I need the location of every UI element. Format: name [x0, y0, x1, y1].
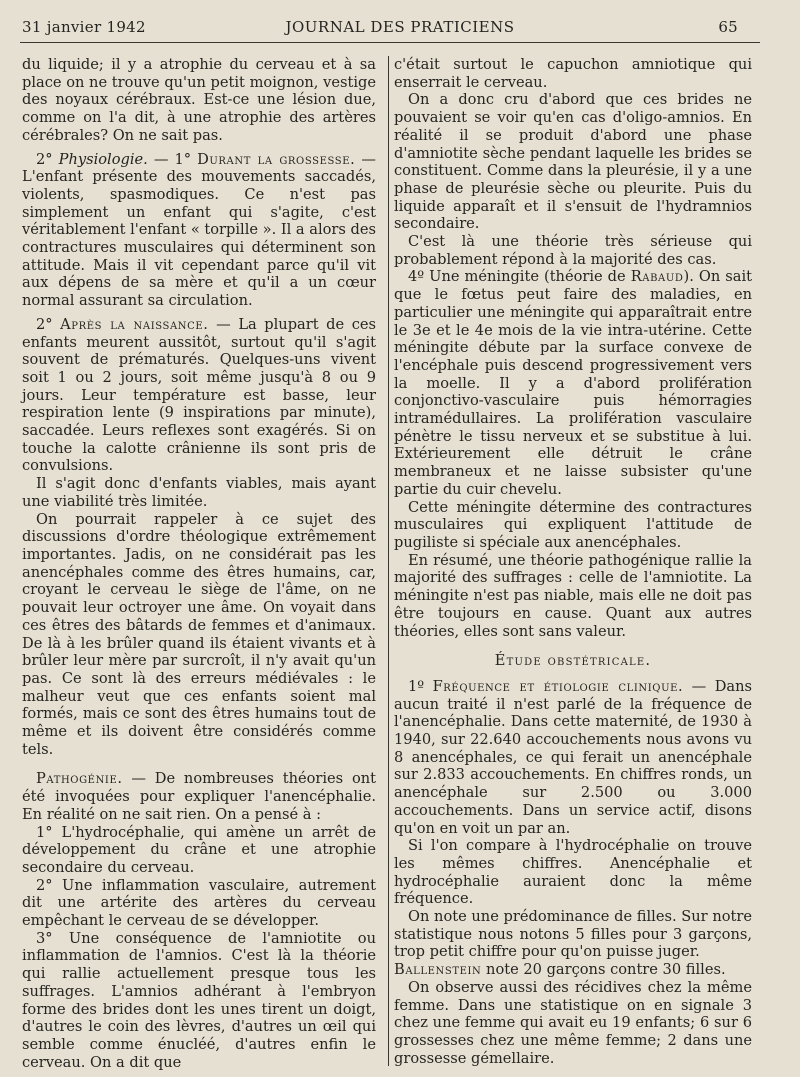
dash: — 1°	[147, 150, 198, 168]
journal-title: JOURNAL DES PRATICIENS	[285, 18, 515, 36]
naissance-paragraph	[22, 316, 376, 475]
author-name-ballenstein: Ballenstein	[394, 961, 482, 979]
page-number: 65	[718, 18, 738, 36]
section-number: 2°	[36, 150, 59, 168]
section-heading-etude-obstetricale: Étude obstétricale.	[494, 652, 652, 670]
paragraph: C'est là une théorie très sérieuse qui probablement répond à la majorité des cas.	[394, 233, 752, 268]
paragraph: On note une prédominance de filles. Sur notre statistique nous notons 5 filles pour 3 garçons, trop petit chiffre pour qu'on puisse juger.	[394, 908, 752, 961]
subsection-title-frequence: Fréquence et étiologie clinique.	[432, 677, 684, 695]
paragraph: Cette méningite détermine des contractures musculaires qui expliquent l'attitude de pugiliste si spéciale aux anencéphales.	[394, 498, 752, 551]
right-column	[394, 56, 752, 1067]
header-date: 31 janvier 1942	[22, 18, 146, 36]
paragraph-text: — La plupart de ces enfants meurent aussitôt, surtout qu'il s'agit souvent de prématurés. Quelques-uns vivent soit 1 ou 2 jours, soit même jusqu'à 8 ou 9 jours. Leur température est basse, leur respiration lente (9 inspirations par minute), saccadée. Leurs reflexes sont exagérés. Si on touche la calotte crânienne ils sont pris de convulsions.	[22, 315, 377, 475]
paragraph-text: ). On sait que le fœtus peut faire des maladies, en particulier une méningite qui apparaîtrait entre le 3e et le 4e mois de la vie intra-utérine. Cette méningite débute par la surface convexe de l'encéphale puis descend progressivement vers la moelle. Il y a d'abord prolifération conjonctivo-vasculaire puis hémorragies intramédullaires. La prolifération vasculaire pénètre le tissu nerveux et se substitue à lui. Extérieurement elle détruit le crâne membraneux et ne laisse subsister qu'une partie du cuir chevelu.	[394, 268, 752, 498]
paragraph: 3° Une conséquence de l'amniotite ou inflammation de l'amnios. C'est là la théorie qui rallie actuellement presque tous les suffrages. L'amnios adhérant à l'embryon forme des brides dont les unes tirent un doigt, d'autres le coin des lèvres, d'autres un œil qui semble comme énucléé, d'autres enfin le cerveau. On a dit que	[22, 929, 376, 1071]
ballenstein-paragraph	[394, 961, 752, 979]
paragraph: En résumé, une théorie pathogénique rallie la majorité des suffrages : celle de l'amniotite. La méningite n'est pas niable, mais elle ne doit pas être toujours en cause. Quant aux autres théories, elles sont sans valeur.	[394, 551, 752, 640]
paragraph: Il s'agit donc d'enfants viables, mais ayant une viabilité très limitée.	[22, 475, 376, 510]
meningite-paragraph	[394, 268, 752, 498]
pathogenie-paragraph	[22, 770, 376, 823]
paragraph-text: note 20 garçons contre 30 filles.	[481, 961, 726, 979]
paragraph-text: — De nombreuses théories ont été invoquées pour expliquer l'anencéphalie. En réalité on ne sait rien. On a pensé à :	[22, 770, 376, 823]
column-divider	[388, 56, 389, 1066]
subsection-title-grossesse: Durant la grossesse.	[197, 150, 356, 168]
section-title-physiologie: Physiologie.	[58, 150, 148, 168]
header-rule	[20, 42, 760, 43]
left-column	[22, 56, 376, 1071]
paragraph: du liquide; il y a atrophie du cerveau et à sa place on ne trouve qu'un petit moignon, vestige des noyaux cérébraux. Est-ce une lésion due, comme on l'a dit, à une atrophie des artères cérébrales? On ne sait pas.	[22, 56, 376, 144]
paragraph: On observe aussi des récidives chez la même femme. Dans une statistique on en signale 3 chez une femme qui avait eu 19 enfants; 6 sur 6 grossesses chez une même femme; 2 dans une grossesse gémellaire.	[394, 978, 752, 1067]
paragraph: On pourrait rappeler à ce sujet des discussions d'ordre théologique extrêmement importantes. Jadis, on ne considérait pas les anencéphales comme des êtres humains, car, croyant le cerveau le siège de l'âme, on ne pouvait leur octroyer une âme. On voyait dans ces êtres des bâtards de femmes et d'animaux. De là à les brûler quand ils étaient vivants et à brûler leur mère par surcroît, il n'y avait qu'un pas. Ce sont là des erreurs médiévales : le malheur veut que ces enfants soient mal formés, mais ce sont des êtres humains tout de même et ils doivent être considérés comme tels.	[22, 510, 376, 758]
section-number: 2°	[36, 315, 61, 333]
paragraph: c'était surtout le capuchon amniotique qui enserrait le cerveau.	[394, 56, 752, 91]
paragraph: 1° L'hydrocéphalie, qui amène un arrêt de développement du crâne et une atrophie secondaire du cerveau.	[22, 823, 376, 876]
paragraph: 2° Une inflammation vasculaire, autrement dit une artérite des artères du cerveau empêchant le cerveau de se développer.	[22, 876, 376, 930]
paragraph: Si l'on compare à l'hydrocéphalie on trouve les mêmes chiffres. Anencéphalie et hydrocéphalie auraient donc la même fréquence.	[394, 837, 752, 908]
paragraph-text: — L'enfant présente des mouvements saccadés, violents, spasmodiques. Ce n'est pas simplement un enfant qui s'agite, c'est véritablement l'enfant « torpille ». Il a alors des contractures musculaires qui déterminent son attitude. Mais il vit cependant parce qu'il vit aux dépens de sa mère et qu'il a un cœur normal assurant sa circulation.	[22, 150, 376, 310]
section-title-pathogenie: Pathogénie.	[36, 770, 123, 788]
frequence-paragraph	[394, 678, 752, 837]
section-number: 1º	[408, 677, 433, 695]
paragraph: On a donc cru d'abord que ces brides ne pouvaient se voir qu'en cas d'oligo-amnios. En réalité il se produit d'abord une phase d'amniotite sèche pendant laquelle les brides se constituent. Comme dans la pleurésie, il y a une phase de pleurésie sèche ou pleurite. Puis du liquide apparaît et il s'ensuit de l'hydramnios secondaire.	[394, 91, 752, 233]
author-name-rabaud: Rabaud	[630, 268, 684, 286]
subsection-title-naissance: Après la naissance.	[60, 315, 209, 333]
paragraph-text: 4º Une méningite (théorie de	[408, 268, 631, 286]
paragraph-text: — Dans aucun traité il n'est parlé de la fréquence de l'anencéphalie. Dans cette maternité, de 1930 à 1940, sur 22.640 accouchements nous avons vu 8 anencéphales, ce qui ferait un anencéphale sur 2.833 accouchements. En chiffres ronds, un anencéphale sur 2.500 ou 3.000 accouchements. Dans un service actif, disons qu'on en voit un par an.	[394, 677, 752, 837]
physiologie-paragraph	[22, 151, 376, 310]
